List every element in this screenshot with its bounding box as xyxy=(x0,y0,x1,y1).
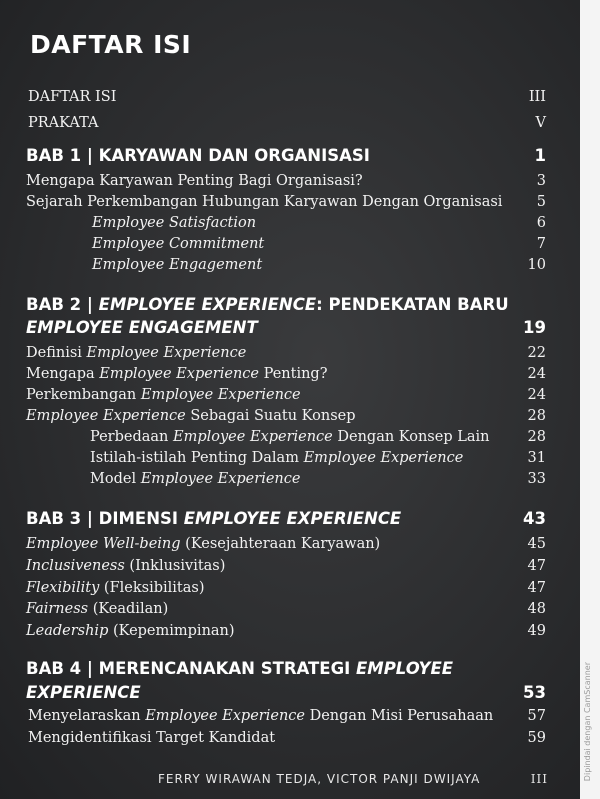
toc-entry-label: Sejarah Perkembangan Hubungan Karyawan Dengan Organisasi xyxy=(26,194,503,210)
toc-entry-label xyxy=(26,580,205,596)
toc-text: (Kepemimpinan) xyxy=(108,623,235,639)
toc-entry xyxy=(26,345,546,367)
toc-text-italic: Flexibility xyxy=(26,580,100,596)
toc-entry xyxy=(26,536,546,558)
toc-text-italic: Employee Experience xyxy=(145,708,305,724)
toc-entry-label: PRAKATA xyxy=(28,115,99,131)
page-title: DAFTAR ISI xyxy=(30,30,192,59)
toc-entry xyxy=(26,408,546,430)
toc-text: (Inklusivitas) xyxy=(124,558,226,574)
toc-text: Dengan Konsep Lain xyxy=(332,429,490,445)
toc-page-number: V xyxy=(535,115,546,131)
toc-subentry xyxy=(92,236,546,258)
toc-entry xyxy=(28,708,546,730)
toc-text-italic: Employee Experience xyxy=(173,429,333,445)
toc-page-number: 47 xyxy=(527,580,546,596)
toc-entry-label: Employee Satisfaction xyxy=(92,215,257,231)
toc-entry-label: Employee Engagement xyxy=(92,257,263,273)
chapter-page-number: 1 xyxy=(534,146,546,165)
toc-entry-label xyxy=(90,471,300,487)
toc-page-number: 22 xyxy=(527,345,546,361)
toc-text: Penting? xyxy=(259,366,328,382)
toc-entry-label: Employee Commitment xyxy=(92,236,265,252)
toc-entry-label xyxy=(26,558,225,574)
toc-entry-label: Mengapa Karyawan Penting Bagi Organisasi? xyxy=(26,173,363,189)
toc-entry-label xyxy=(26,387,301,403)
toc-entry xyxy=(28,730,546,752)
toc-page-number: 45 xyxy=(527,536,546,552)
toc-subentry xyxy=(90,429,546,451)
toc-text-italic: Employee Experience xyxy=(140,387,301,403)
toc-entry-label xyxy=(90,450,463,466)
chapter-title xyxy=(26,659,453,678)
toc-entry xyxy=(26,580,546,602)
toc-text-italic: Inclusiveness xyxy=(26,558,125,574)
toc-text: Definisi xyxy=(26,345,87,361)
toc-page-number: III xyxy=(528,89,546,105)
toc-page-number: 59 xyxy=(527,730,546,746)
toc-page-number: 24 xyxy=(527,387,546,403)
toc-text: Istilah-istilah Penting Dalam xyxy=(90,450,304,466)
chapter-title-part: EMPLOYEE ENGAGEMENT xyxy=(26,318,258,337)
chapter-title-part: BAB 4 | MERENCANAKAN STRATEGI xyxy=(26,659,356,678)
toc-text: Menyelaraskan xyxy=(28,708,146,724)
chapter-4-heading xyxy=(26,659,546,681)
chapter-title-part: BAB 3 | DIMENSI xyxy=(26,509,184,528)
toc-entry xyxy=(26,173,546,195)
toc-entry-label xyxy=(26,601,168,617)
toc-entry-label xyxy=(90,429,489,445)
toc-entry-label xyxy=(26,408,356,424)
toc-text-italic: Employee Experience xyxy=(140,471,301,487)
toc-page-number: 28 xyxy=(527,408,546,424)
toc-page-number: 31 xyxy=(527,450,546,466)
toc-entry-label xyxy=(28,708,493,724)
toc-text: Perkembangan xyxy=(26,387,141,403)
chapter-1-heading xyxy=(26,146,546,168)
toc-page-number: 28 xyxy=(527,429,546,445)
toc-entry-label: Mengidentifikasi Target Kandidat xyxy=(28,730,276,746)
toc-text: Model xyxy=(90,471,141,487)
toc-text: Perbedaan xyxy=(90,429,173,445)
chapter-page-number: 19 xyxy=(523,318,546,337)
toc-text-italic: Employee Experience xyxy=(26,408,186,424)
toc-subentry xyxy=(92,215,546,237)
toc-entry-label xyxy=(26,536,380,552)
chapter-3-heading xyxy=(26,509,546,531)
toc-text: Sebagai Suatu Konsep xyxy=(185,408,356,424)
toc-subentry xyxy=(92,257,546,279)
toc-page-number: 5 xyxy=(536,194,546,210)
chapter-title-part: EXPERIENCE xyxy=(26,683,141,702)
chapter-title: BAB 1 | KARYAWAN DAN ORGANISASI xyxy=(26,146,370,165)
toc-entry xyxy=(26,601,546,623)
toc-subentry xyxy=(90,471,546,493)
toc-page-number: 57 xyxy=(527,708,546,724)
chapter-title xyxy=(26,509,401,528)
chapter-page-number: 43 xyxy=(523,509,546,528)
chapter-2-heading xyxy=(26,295,546,317)
toc-entry-label xyxy=(26,345,246,361)
toc-text: Mengapa xyxy=(26,366,100,382)
chapter-title xyxy=(26,295,509,314)
toc-text-italic: Employee Experience xyxy=(99,366,259,382)
chapter-title-part: : PENDEKATAN BARU xyxy=(316,295,509,314)
toc-page-number: 24 xyxy=(527,366,546,382)
toc-entry-label xyxy=(26,366,328,382)
chapter-title-part: BAB 2 | xyxy=(26,295,99,314)
toc-text: (Kesejahteraan Karyawan) xyxy=(180,536,381,552)
toc-entry-label xyxy=(26,623,235,639)
toc-page-number: 6 xyxy=(536,215,546,231)
toc-text: Dengan Misi Perusahaan xyxy=(304,708,494,724)
toc-entry xyxy=(26,366,546,388)
toc-entry xyxy=(26,194,546,216)
toc-text-italic: Employee Well-being xyxy=(26,536,181,552)
toc-text-italic: Employee Experience xyxy=(86,345,247,361)
toc-text-italic: Leadership xyxy=(26,623,109,639)
page-footer xyxy=(158,772,548,786)
chapter-title-part: EMPLOYEE EXPERIENCE xyxy=(183,509,402,528)
toc-text: (Fleksibilitas) xyxy=(99,580,205,596)
chapter-4-heading-line-2 xyxy=(26,683,546,705)
toc-text: (Keadilan) xyxy=(88,601,169,617)
footer-page-number: III xyxy=(530,772,548,786)
toc-entry xyxy=(26,623,546,645)
toc-page-number: 48 xyxy=(527,601,546,617)
toc-front-prakata xyxy=(28,115,546,137)
chapter-title-part: EMPLOYEE xyxy=(356,659,454,678)
toc-page-number: 49 xyxy=(527,623,546,639)
toc-front-daftar-isi xyxy=(28,89,546,111)
toc-entry xyxy=(26,387,546,409)
chapter-title-part: EMPLOYEE EXPERIENCE xyxy=(98,295,317,314)
toc-page-number: 3 xyxy=(536,173,546,189)
toc-subentry xyxy=(90,450,546,472)
toc-page-number: 47 xyxy=(527,558,546,574)
toc-page-number: 7 xyxy=(536,236,546,252)
toc-text-italic: Employee Experience xyxy=(303,450,464,466)
chapter-2-heading-line-2 xyxy=(26,318,546,340)
toc-page-number: 33 xyxy=(527,471,546,487)
toc-page-number: 10 xyxy=(527,257,546,273)
toc-entry-label: DAFTAR ISI xyxy=(28,89,117,105)
toc-text-italic: Fairness xyxy=(26,601,89,617)
footer-authors: FERRY WIRAWAN TEDJA, VICTOR PANJI DWIJAYA xyxy=(158,772,481,786)
scanner-watermark: Dipindai dengan CamScanner xyxy=(583,662,592,782)
toc-entry xyxy=(26,558,546,580)
chapter-page-number: 53 xyxy=(523,683,546,702)
